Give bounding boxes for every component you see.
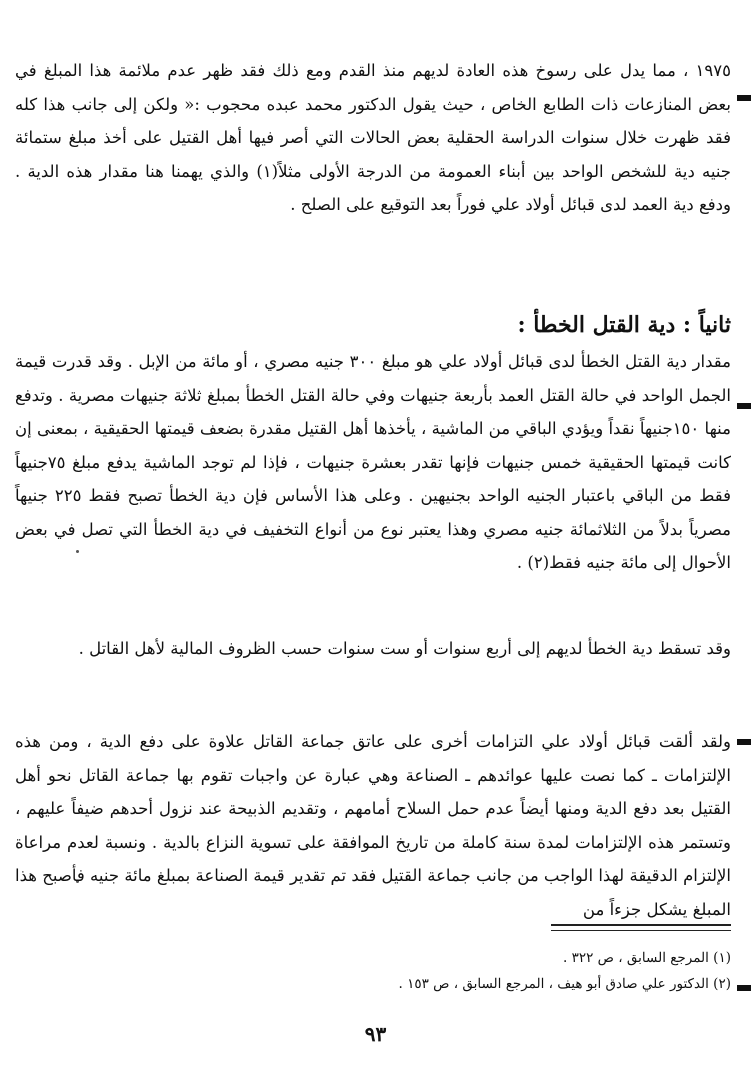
- footnote-2: (٢) الدكتور علي صادق أبو هيف ، المرجع السابق ، ص ١٥٣ .: [398, 976, 731, 992]
- margin-mark: [737, 95, 751, 101]
- margin-mark: [737, 403, 751, 409]
- margin-mark: [737, 739, 751, 745]
- paragraph-4: [15, 725, 731, 926]
- footnote-1: (١) المرجع السابق ، ص ٣٢٢ .: [563, 950, 731, 966]
- paragraph-1: [15, 54, 731, 222]
- footnote-rule: [551, 924, 731, 926]
- section-heading: ثانياً : دية القتل الخطأ :: [517, 312, 731, 338]
- margin-mark: [737, 985, 751, 991]
- footnote-rule-thin: [551, 930, 731, 931]
- paragraph-2-text: مقدار دية القتل الخطأ لدى قبائل أولاد علي هو مبلغ ٣٠٠ جنيه مصري ، أو مائة من الإبل . وقد قدرت قيمة الجمل الواحد في حالة القتل العمد بأربعة جنيهات وفي حالة القتل الخطأ بمبلغ ثلاثة جنيهات مصرية . وتدفع منها ١٥٠جنيهاً نقداً ويؤدي الباقي من الماشية ، يأخذها أهل القتيل مقدرة بضعف قيمتها الحقيقية ، بمعنى إن كانت قيمتها الحقيقية خمس جنيهات فإنها تقدر بعشرة جنيهات ، فإذا لم توجد الماشية يدفع مبلغ ٧٥جنيهاً فقط من الباقي باعتبار الجنيه الواحد بجنيهين . وعلى هذا الأساس فإن دية الخطأ تصبح فقط ٢٢٥ جنيهاً مصرياً بدلاً من الثلاثمائة جنيه مصري وهذا يعتبر نوع من أنواع التخفيف في دية الخطأ التي تصل في بعض الأحوال إلى مائة جنيه فقط(٢) .: [15, 352, 731, 572]
- paragraph-3: [15, 632, 731, 666]
- paragraph-4-text: ولقد ألقت قبائل أولاد علي التزامات أخرى على عاتق جماعة القاتل علاوة على دفع الدية ، ومن هذه الإلتزامات ـ كما نصت عليها عوائدهم ـ الصناعة وهي عبارة عن واجبات تقوم بها جماعة القاتل نحو أهل القتيل بعد دفع الدية ومنها أيضاً عدم حمل السلاح أمامهم ، وتقديم الذبيحة عند نزول أحدهم ضيفاً عليهم ، وتستمر هذه الإلتزامات لمدة سنة كاملة من تاريخ الموافقة على تسوية النزاع بالدية . ونسبة لعدم مراعاة الإلتزام الدقيقة لهذا الواجب من جانب جماعة القتيل فقد تم تقدير قيمة الصناعة بمبلغ مائة جنيه فأصبح هذا المبلغ يشكل جزءاً من: [15, 732, 732, 919]
- paragraph-1-text: ١٩٧٥ ، مما يدل على رسوخ هذه العادة لديهم منذ القدم ومع ذلك فقد ظهر عدم ملائمة هذا المبلغ في بعض المنازعات ذات الطابع الخاص ، حيث يقول الدكتور محمد عبده محجوب :« ولكن إلى جانب هذا كله فقد ظهرت خلال سنوات الدراسة الحقلية بعض الحالات التي أصر فيها أهل القتيل على أخذ مبلغ ستمائة جنيه دية للشخص الواحد بين أبناء العمومة من الدرجة الأولى مثلاً(١) والذي يهمنا هنا مقدار هذه الدية . ودفع دية العمد لدى قبائل أولاد علي فوراً بعد التوقيع على الصلح .: [15, 61, 732, 214]
- page-number: ٩٣: [364, 1022, 387, 1046]
- footnotes: [15, 945, 731, 997]
- paragraph-2: [15, 345, 731, 580]
- paragraph-3-text: وقد تسقط دية الخطأ لديهم إلى أربع سنوات أو ست سنوات حسب الظروف المالية لأهل القاتل .: [78, 639, 731, 658]
